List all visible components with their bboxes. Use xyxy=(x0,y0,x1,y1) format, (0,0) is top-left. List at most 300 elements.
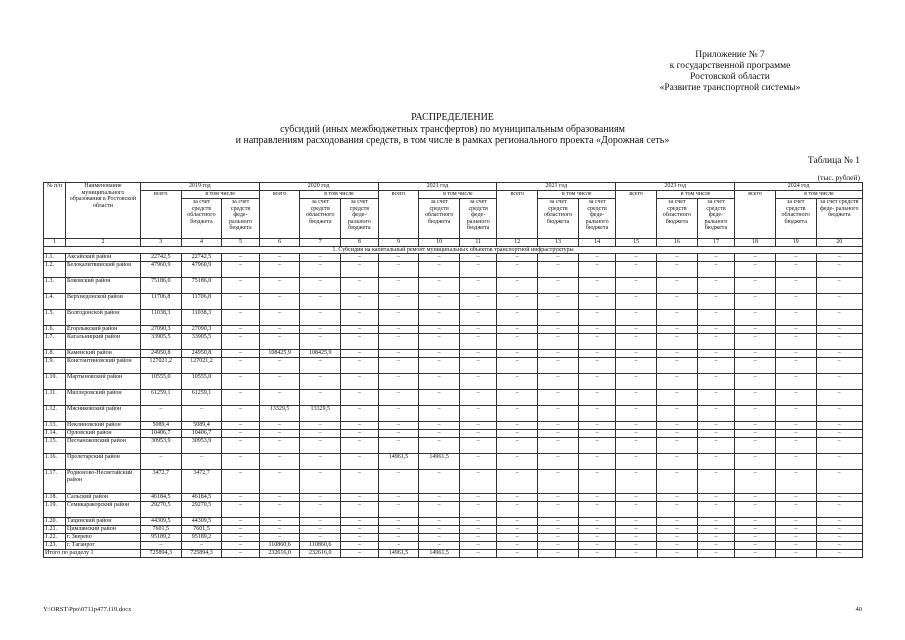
column-number: 15 xyxy=(616,239,657,247)
value-cell: 3472,7 xyxy=(140,470,181,494)
value-cell: – xyxy=(419,494,460,502)
value-cell: – xyxy=(697,262,734,278)
value-cell: – xyxy=(697,406,734,422)
value-cell: – xyxy=(697,422,734,430)
section-title: 1. Субсидия на капитальный ремонт муниципальных объектов транспортной инфраструктуры xyxy=(44,246,863,254)
value-cell: – xyxy=(497,334,538,350)
value-cell: – xyxy=(735,422,776,430)
value-cell: – xyxy=(538,334,579,350)
value-cell: 30953,9 xyxy=(181,438,222,454)
value-cell: – xyxy=(816,294,862,310)
value-cell: – xyxy=(816,350,862,358)
value-cell: – xyxy=(816,542,862,550)
value-cell: – xyxy=(657,254,698,262)
value-cell: – xyxy=(300,518,341,526)
value-cell: – xyxy=(578,278,615,294)
header-total: всего xyxy=(616,191,657,239)
value-cell: – xyxy=(697,470,734,494)
value-cell: – xyxy=(538,502,579,518)
row-number: 1.12. xyxy=(44,406,66,422)
value-cell: – xyxy=(816,502,862,518)
value-cell: – xyxy=(341,326,378,334)
table-row xyxy=(44,326,863,334)
total-value-cell: – xyxy=(657,550,698,558)
column-number: 2 xyxy=(66,239,141,247)
value-cell: – xyxy=(538,326,579,334)
column-number: 14 xyxy=(578,239,615,247)
value-cell: 10555,0 xyxy=(181,374,222,390)
value-cell: – xyxy=(497,518,538,526)
value-cell: – xyxy=(460,454,497,470)
value-cell: – xyxy=(816,422,862,430)
value-cell: – xyxy=(378,422,419,430)
value-cell: – xyxy=(735,526,776,534)
value-cell: – xyxy=(775,470,816,494)
value-cell: – xyxy=(419,438,460,454)
value-cell: – xyxy=(378,262,419,278)
value-cell: – xyxy=(460,438,497,454)
header-num: № п/п xyxy=(44,183,66,239)
value-cell: – xyxy=(460,542,497,550)
table-label: Таблица № 1 xyxy=(807,156,860,166)
value-cell: – xyxy=(657,358,698,374)
value-cell: 29270,5 xyxy=(181,502,222,518)
value-cell: – xyxy=(578,494,615,502)
value-cell: – xyxy=(460,470,497,494)
value-cell: 47960,9 xyxy=(181,262,222,278)
value-cell: – xyxy=(378,534,419,542)
value-cell: – xyxy=(816,526,862,534)
value-cell: 33905,5 xyxy=(140,334,181,350)
value-cell: – xyxy=(735,334,776,350)
municipality-name: Верхнедонской район xyxy=(66,294,141,310)
header-total: всего xyxy=(735,191,776,239)
value-cell: – xyxy=(735,518,776,526)
value-cell: – xyxy=(697,278,734,294)
value-cell: – xyxy=(578,374,615,390)
value-cell: – xyxy=(259,254,300,262)
value-cell: – xyxy=(300,526,341,534)
value-cell: 27090,3 xyxy=(140,326,181,334)
value-cell: – xyxy=(497,422,538,430)
value-cell: – xyxy=(378,326,419,334)
total-value-cell: – xyxy=(341,550,378,558)
value-cell: – xyxy=(775,390,816,406)
value-cell: – xyxy=(300,454,341,470)
value-cell: – xyxy=(497,542,538,550)
value-cell: – xyxy=(419,334,460,350)
total-value-cell: – xyxy=(460,550,497,558)
value-cell: – xyxy=(616,494,657,502)
column-number: 11 xyxy=(460,239,497,247)
value-cell: – xyxy=(538,430,579,438)
document-subtitle: и направлениям расходования средств, в том числе в рамках регионального проекта «Дорожная сеть» xyxy=(235,135,670,146)
value-cell: – xyxy=(538,526,579,534)
value-cell: – xyxy=(300,358,341,374)
value-cell: – xyxy=(419,294,460,310)
value-cell: – xyxy=(378,430,419,438)
value-cell: – xyxy=(697,502,734,518)
municipality-name: Пролетарский район xyxy=(66,454,141,470)
value-cell: – xyxy=(657,262,698,278)
value-cell: – xyxy=(378,278,419,294)
value-cell: – xyxy=(538,390,579,406)
value-cell: – xyxy=(181,406,222,422)
value-cell: – xyxy=(735,310,776,326)
header-total: всего xyxy=(259,191,300,239)
value-cell: – xyxy=(460,294,497,310)
units-label: (тыс. рублей) xyxy=(817,173,860,182)
value-cell: – xyxy=(300,494,341,502)
municipality-name: Волгодонской район xyxy=(66,310,141,326)
value-cell: – xyxy=(419,350,460,358)
value-cell: – xyxy=(378,350,419,358)
value-cell: 5089,4 xyxy=(140,422,181,430)
value-cell: – xyxy=(140,542,181,550)
value-cell: – xyxy=(222,390,259,406)
value-cell: – xyxy=(259,454,300,470)
table-row xyxy=(44,374,863,390)
page-number: 40 xyxy=(855,606,862,613)
table-row xyxy=(44,262,863,278)
total-row xyxy=(44,550,863,558)
value-cell: – xyxy=(735,278,776,294)
value-cell: – xyxy=(497,390,538,406)
appendix-line: «Развитие транспортной системы» xyxy=(659,83,801,93)
value-cell: – xyxy=(259,294,300,310)
value-cell: – xyxy=(616,438,657,454)
value-cell: – xyxy=(616,518,657,526)
value-cell: – xyxy=(341,350,378,358)
value-cell: – xyxy=(616,390,657,406)
value-cell: – xyxy=(697,326,734,334)
value-cell: – xyxy=(460,430,497,438)
value-cell: 5089,4 xyxy=(181,422,222,430)
value-cell: – xyxy=(578,390,615,406)
row-number: 1.15. xyxy=(44,438,66,454)
value-cell: – xyxy=(816,518,862,526)
value-cell: – xyxy=(735,374,776,390)
value-cell: – xyxy=(378,374,419,390)
value-cell: 11706,8 xyxy=(140,294,181,310)
value-cell: – xyxy=(816,278,862,294)
table-row xyxy=(44,518,863,526)
municipality-name: Константиновский район xyxy=(66,358,141,374)
value-cell: – xyxy=(419,262,460,278)
row-number: 1.3. xyxy=(44,278,66,294)
value-cell: – xyxy=(300,470,341,494)
value-cell: – xyxy=(300,502,341,518)
value-cell: – xyxy=(616,470,657,494)
value-cell: – xyxy=(816,438,862,454)
value-cell: – xyxy=(616,334,657,350)
value-cell: – xyxy=(657,542,698,550)
value-cell: – xyxy=(419,470,460,494)
value-cell: – xyxy=(259,374,300,390)
total-value-cell: 14961,5 xyxy=(419,550,460,558)
value-cell: – xyxy=(816,406,862,422)
value-cell: – xyxy=(341,390,378,406)
value-cell: – xyxy=(657,390,698,406)
header-including: в том числе xyxy=(181,191,259,199)
value-cell: – xyxy=(341,310,378,326)
value-cell: – xyxy=(460,358,497,374)
total-value-cell: – xyxy=(538,550,579,558)
value-cell: – xyxy=(460,262,497,278)
value-cell: – xyxy=(657,438,698,454)
value-cell: – xyxy=(616,502,657,518)
value-cell: – xyxy=(222,494,259,502)
column-number: 8 xyxy=(341,239,378,247)
municipality-name: г. Таганрог xyxy=(66,542,141,550)
value-cell: – xyxy=(657,310,698,326)
value-cell: 108425,9 xyxy=(300,350,341,358)
value-cell: – xyxy=(697,254,734,262)
value-cell: – xyxy=(460,526,497,534)
value-cell: – xyxy=(816,534,862,542)
value-cell: – xyxy=(222,374,259,390)
value-cell: – xyxy=(341,494,378,502)
value-cell: – xyxy=(419,358,460,374)
value-cell: – xyxy=(775,374,816,390)
value-cell: – xyxy=(657,502,698,518)
value-cell: – xyxy=(775,502,816,518)
municipality-name: Родионово-Несветайский район xyxy=(66,470,141,494)
value-cell: – xyxy=(259,526,300,534)
value-cell: 27090,3 xyxy=(181,326,222,334)
total-value-cell: – xyxy=(816,550,862,558)
value-cell: 95189,2 xyxy=(181,534,222,542)
value-cell: – xyxy=(222,470,259,494)
value-cell: – xyxy=(378,294,419,310)
header-total: всего xyxy=(378,191,419,239)
value-cell: – xyxy=(259,310,300,326)
value-cell: – xyxy=(538,310,579,326)
value-cell: – xyxy=(538,358,579,374)
value-cell: – xyxy=(300,254,341,262)
total-value-cell: – xyxy=(578,550,615,558)
table-row xyxy=(44,542,863,550)
value-cell: – xyxy=(222,254,259,262)
value-cell: – xyxy=(578,502,615,518)
value-cell: – xyxy=(816,262,862,278)
value-cell: – xyxy=(775,310,816,326)
value-cell: – xyxy=(538,422,579,430)
value-cell: – xyxy=(578,350,615,358)
value-cell: – xyxy=(341,438,378,454)
value-cell: – xyxy=(259,262,300,278)
value-cell: – xyxy=(497,470,538,494)
value-cell: 11706,8 xyxy=(181,294,222,310)
value-cell: – xyxy=(735,262,776,278)
value-cell: – xyxy=(697,494,734,502)
value-cell: – xyxy=(735,254,776,262)
value-cell: – xyxy=(378,470,419,494)
header-regional: за счет средств областного бюджета xyxy=(419,199,460,239)
value-cell: – xyxy=(222,438,259,454)
value-cell: – xyxy=(259,334,300,350)
value-cell: – xyxy=(300,294,341,310)
value-cell: – xyxy=(300,278,341,294)
table-row xyxy=(44,310,863,326)
municipality-name: Егорлыкский район xyxy=(66,326,141,334)
value-cell: – xyxy=(259,518,300,526)
value-cell: – xyxy=(616,262,657,278)
value-cell: 46184,5 xyxy=(181,494,222,502)
value-cell: 10406,7 xyxy=(181,430,222,438)
value-cell: – xyxy=(775,294,816,310)
value-cell: – xyxy=(497,406,538,422)
value-cell: – xyxy=(259,390,300,406)
value-cell: – xyxy=(616,254,657,262)
value-cell: – xyxy=(378,518,419,526)
value-cell: – xyxy=(775,518,816,526)
value-cell: – xyxy=(538,542,579,550)
value-cell: – xyxy=(775,254,816,262)
value-cell: – xyxy=(735,430,776,438)
value-cell: – xyxy=(578,534,615,542)
value-cell: – xyxy=(497,374,538,390)
value-cell: – xyxy=(341,406,378,422)
value-cell: 10555,0 xyxy=(140,374,181,390)
appendix-line: Приложение № 7 xyxy=(695,50,765,60)
value-cell: – xyxy=(222,326,259,334)
value-cell: – xyxy=(341,502,378,518)
value-cell: – xyxy=(657,454,698,470)
value-cell: – xyxy=(460,350,497,358)
total-value-cell: – xyxy=(497,550,538,558)
value-cell: – xyxy=(538,294,579,310)
value-cell: – xyxy=(578,470,615,494)
value-cell: – xyxy=(460,254,497,262)
value-cell: – xyxy=(616,542,657,550)
value-cell: 47960,9 xyxy=(140,262,181,278)
value-cell: – xyxy=(735,502,776,518)
appendix-block xyxy=(600,50,860,94)
value-cell: – xyxy=(616,358,657,374)
document-subtitle: субсидий (иных межбюджетных трансфертов) по муниципальным образованиям xyxy=(280,123,625,135)
value-cell: – xyxy=(300,262,341,278)
value-cell: – xyxy=(140,454,181,470)
total-value-cell: 232616,0 xyxy=(259,550,300,558)
column-number: 1 xyxy=(44,239,66,247)
row-number: 1.16. xyxy=(44,454,66,470)
value-cell: – xyxy=(497,294,538,310)
value-cell: 14961,5 xyxy=(378,454,419,470)
value-cell: – xyxy=(735,350,776,358)
value-cell: – xyxy=(578,326,615,334)
value-cell: – xyxy=(775,358,816,374)
municipality-name: Аксайский район xyxy=(66,254,141,262)
column-number: 12 xyxy=(497,239,538,247)
value-cell: – xyxy=(419,422,460,430)
value-cell: – xyxy=(578,310,615,326)
row-number: 1.2. xyxy=(44,262,66,278)
value-cell: 13329,5 xyxy=(300,406,341,422)
value-cell: 24950,8 xyxy=(140,350,181,358)
value-cell: – xyxy=(419,430,460,438)
value-cell: – xyxy=(181,454,222,470)
value-cell: – xyxy=(616,454,657,470)
row-number: 1.21. xyxy=(44,526,66,534)
value-cell: – xyxy=(657,518,698,526)
value-cell: – xyxy=(657,374,698,390)
value-cell: – xyxy=(419,518,460,526)
value-cell: – xyxy=(341,470,378,494)
value-cell: – xyxy=(538,494,579,502)
row-number: 1.10. xyxy=(44,374,66,390)
municipality-name: Мясниковский район xyxy=(66,406,141,422)
column-number: 20 xyxy=(816,239,862,247)
value-cell: – xyxy=(735,326,776,334)
value-cell: – xyxy=(578,422,615,430)
value-cell: – xyxy=(259,278,300,294)
header-regional: за счет средств областного бюджета xyxy=(300,199,341,239)
value-cell: – xyxy=(735,534,776,542)
column-number: 10 xyxy=(419,239,460,247)
value-cell: – xyxy=(222,534,259,542)
value-cell: – xyxy=(497,438,538,454)
value-cell: – xyxy=(419,390,460,406)
value-cell: – xyxy=(657,294,698,310)
value-cell: – xyxy=(419,374,460,390)
value-cell: – xyxy=(775,534,816,542)
header-year: 2019 год xyxy=(140,183,259,191)
value-cell: – xyxy=(735,454,776,470)
value-cell: – xyxy=(460,534,497,542)
value-cell: – xyxy=(538,438,579,454)
row-number: 1.5. xyxy=(44,310,66,326)
value-cell: – xyxy=(300,326,341,334)
value-cell: – xyxy=(222,262,259,278)
value-cell: 46184,5 xyxy=(140,494,181,502)
value-cell: – xyxy=(378,254,419,262)
value-cell: 11038,3 xyxy=(140,310,181,326)
municipality-name: Цимлянский район xyxy=(66,526,141,534)
value-cell: – xyxy=(697,534,734,542)
value-cell: – xyxy=(538,454,579,470)
value-cell: – xyxy=(222,542,259,550)
row-number: 1.7. xyxy=(44,334,66,350)
value-cell: – xyxy=(538,470,579,494)
value-cell: – xyxy=(657,470,698,494)
row-number: 1.17. xyxy=(44,470,66,494)
value-cell: – xyxy=(378,310,419,326)
value-cell: – xyxy=(460,326,497,334)
value-cell: – xyxy=(578,542,615,550)
row-number: 1.18. xyxy=(44,494,66,502)
value-cell: – xyxy=(616,278,657,294)
column-number: 16 xyxy=(657,239,698,247)
value-cell: – xyxy=(697,374,734,390)
value-cell: – xyxy=(497,358,538,374)
value-cell: – xyxy=(460,494,497,502)
value-cell: – xyxy=(775,406,816,422)
value-cell: – xyxy=(578,334,615,350)
column-number: 6 xyxy=(259,239,300,247)
value-cell: – xyxy=(657,406,698,422)
value-cell: 10406,7 xyxy=(140,430,181,438)
value-cell: – xyxy=(538,262,579,278)
column-number: 5 xyxy=(222,239,259,247)
row-number: 1.11. xyxy=(44,390,66,406)
value-cell: – xyxy=(222,502,259,518)
header-year: 2023 год xyxy=(616,183,735,191)
value-cell: – xyxy=(378,358,419,374)
value-cell: – xyxy=(222,334,259,350)
value-cell: – xyxy=(775,334,816,350)
value-cell: – xyxy=(616,310,657,326)
